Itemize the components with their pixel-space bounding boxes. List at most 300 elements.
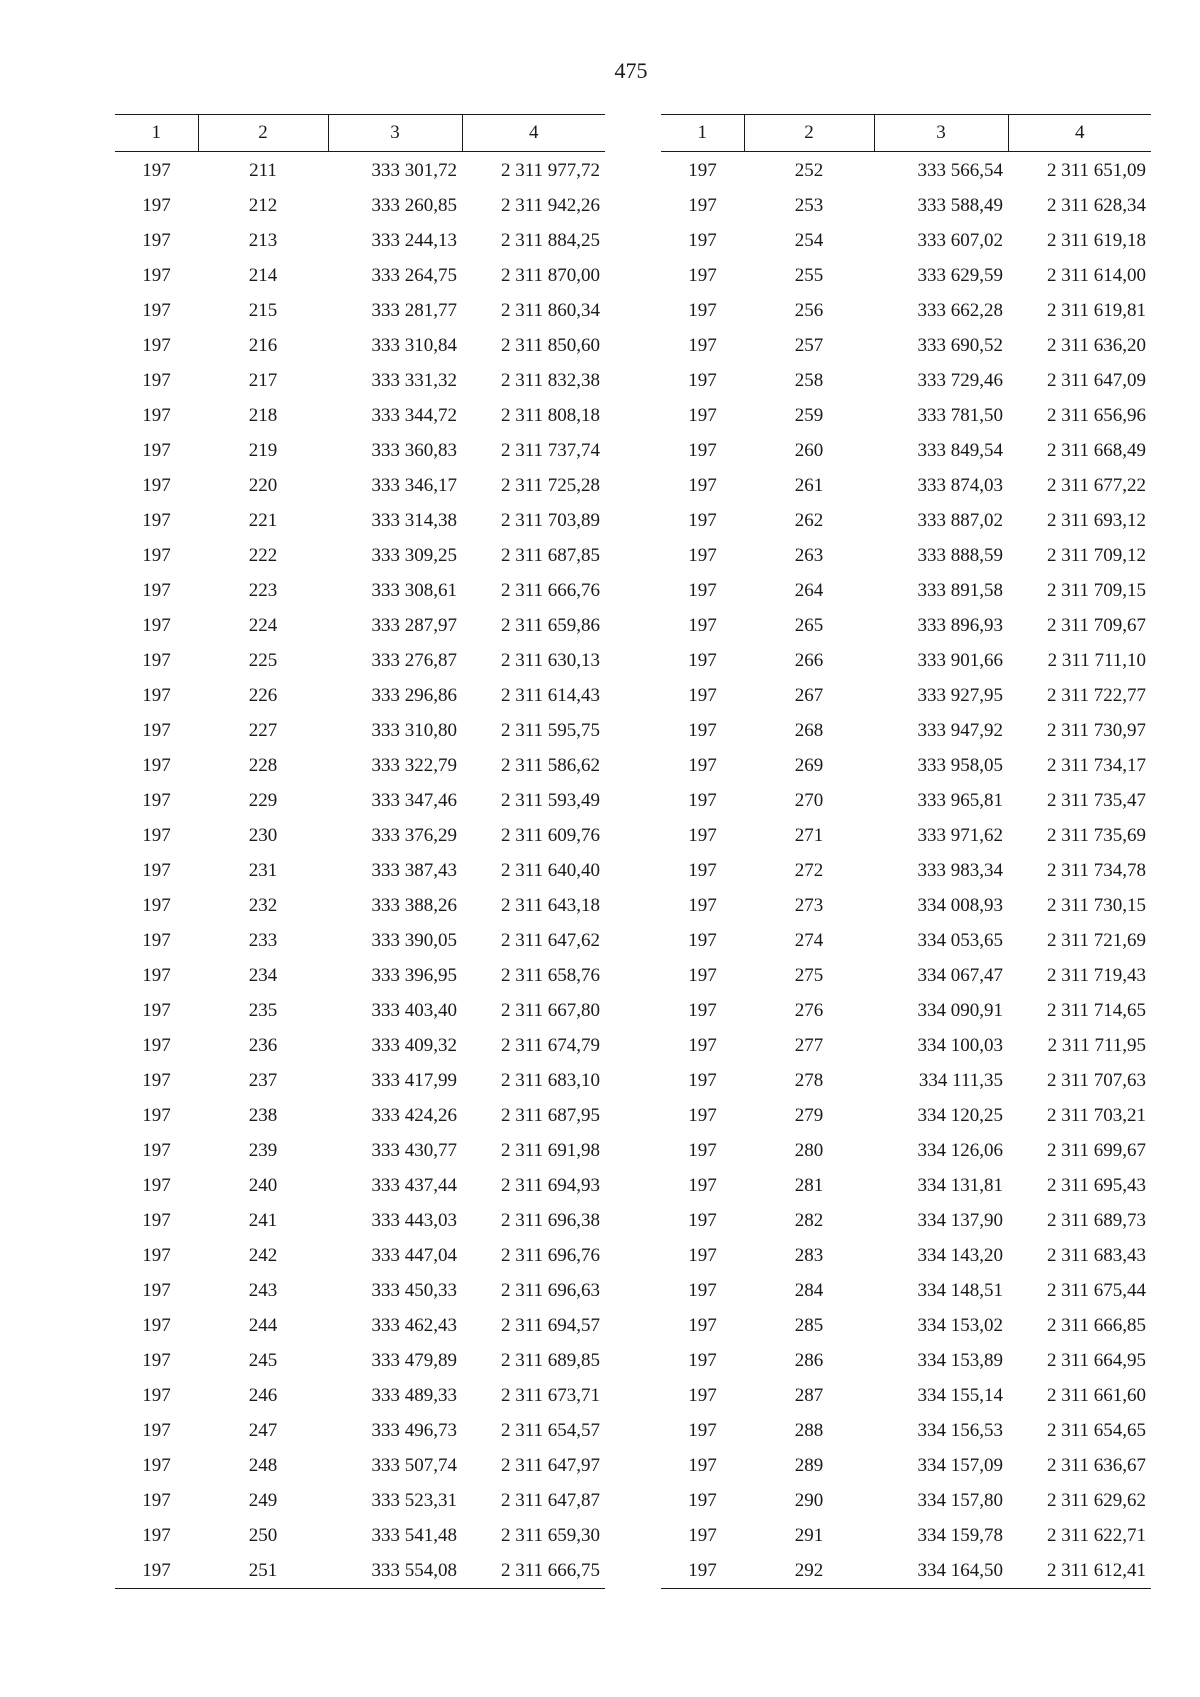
x-coordinate-cell: 333 447,04: [371, 1244, 457, 1266]
zone-cell: 197: [142, 1244, 171, 1266]
x-coordinate-cell: 333 690,52: [917, 334, 1003, 356]
zone-cell: 197: [688, 1244, 717, 1266]
point-number-cell: 213: [248, 229, 278, 251]
zone-cell: 197: [142, 1314, 171, 1336]
y-coordinate-cell: 2 311 661,60: [1046, 1384, 1146, 1406]
x-coordinate-cell: 334 067,47: [917, 964, 1003, 986]
table-row: [661, 1273, 1151, 1308]
point-number-cell: 286: [794, 1349, 824, 1371]
x-coordinate-cell: 333 287,97: [371, 614, 457, 636]
x-coordinate-cell: 333 566,54: [917, 159, 1003, 181]
y-coordinate-cell: 2 311 687,85: [500, 544, 600, 566]
x-coordinate-cell: 333 901,66: [917, 649, 1003, 671]
x-coordinate-cell: 333 309,25: [371, 544, 457, 566]
zone-cell: 197: [661, 1553, 744, 1589]
zone-cell: 197: [688, 649, 717, 671]
x-coordinate-cell: 333 346,17: [371, 474, 457, 496]
point-number-cell: 282: [794, 1209, 824, 1231]
column-header: 4: [462, 115, 605, 152]
x-coordinate-cell: 333 314,38: [371, 509, 457, 531]
table-row: [115, 1448, 605, 1483]
x-coordinate-cell: 333 874,03: [917, 474, 1003, 496]
table-row: [661, 678, 1151, 713]
zone-cell: 197: [688, 474, 717, 496]
zone-cell: 197: [142, 789, 171, 811]
y-coordinate-cell: 2 311 647,09: [1046, 369, 1146, 391]
x-coordinate-cell: 333 296,86: [371, 684, 457, 706]
y-coordinate-cell: 2 311 659,30: [500, 1524, 600, 1546]
column-header: 1: [115, 115, 198, 152]
table-row: [661, 818, 1151, 853]
zone-cell: 197: [688, 719, 717, 741]
table-row: [661, 398, 1151, 433]
zone-cell: 197: [688, 929, 717, 951]
point-number-cell: 280: [794, 1139, 824, 1161]
y-coordinate-cell: 2 311 808,18: [500, 404, 600, 426]
zone-cell: 197: [688, 614, 717, 636]
y-coordinate-cell: 2 311 586,62: [500, 754, 600, 776]
table-row: [661, 853, 1151, 888]
x-coordinate-cell: 333 849,54: [917, 439, 1003, 461]
zone-cell: 197: [115, 1553, 198, 1589]
zone-cell: 197: [142, 194, 171, 216]
point-number-cell: 244: [248, 1314, 278, 1336]
x-coordinate-cell: 333 958,05: [917, 754, 1003, 776]
page-number: 475: [614, 58, 648, 83]
y-coordinate-cell: 2 311 689,85: [500, 1349, 600, 1371]
point-number-cell: 271: [794, 824, 824, 846]
x-coordinate-cell: 333 276,87: [371, 649, 457, 671]
zone-cell: 197: [142, 1524, 171, 1546]
point-number-cell: 223: [248, 579, 278, 601]
zone-cell: 197: [142, 1104, 171, 1126]
y-coordinate-cell: 2 311 707,63: [1046, 1069, 1146, 1091]
table-row: [661, 1518, 1151, 1553]
x-coordinate-cell: 333 983,34: [917, 859, 1003, 881]
point-number-cell: 250: [248, 1524, 278, 1546]
y-coordinate-cell: 2 311 654,65: [1046, 1419, 1146, 1441]
table-row: [115, 958, 605, 993]
point-number-cell: 235: [248, 999, 278, 1021]
table-row: [661, 1308, 1151, 1343]
y-coordinate-cell: 2 311 666,76: [500, 579, 600, 601]
y-coordinate-cell: 2 311 668,49: [1046, 439, 1146, 461]
table-row: [115, 1308, 605, 1343]
table-row: [115, 1553, 605, 1589]
y-coordinate-cell: 2 311 694,57: [500, 1314, 600, 1336]
point-number-cell: 263: [794, 544, 824, 566]
table-row: [115, 853, 605, 888]
table-row: [661, 328, 1151, 363]
x-coordinate-cell: 334 126,06: [917, 1139, 1003, 1161]
x-coordinate-cell: 333 360,83: [371, 439, 457, 461]
y-coordinate-cell: 2 311 666,75: [462, 1553, 605, 1589]
point-number-cell: 241: [248, 1209, 278, 1231]
x-coordinate-cell: 334 053,65: [917, 929, 1003, 951]
x-coordinate-cell: 333 965,81: [917, 789, 1003, 811]
zone-cell: 197: [688, 824, 717, 846]
zone-cell: 197: [688, 964, 717, 986]
y-coordinate-cell: 2 311 687,95: [500, 1104, 600, 1126]
table-row: [115, 363, 605, 398]
table-row: [115, 1133, 605, 1168]
x-coordinate-cell: 333 629,59: [917, 264, 1003, 286]
point-number-cell: 269: [794, 754, 824, 776]
table-row: [115, 1098, 605, 1133]
table-row: [661, 433, 1151, 468]
zone-cell: 197: [142, 509, 171, 531]
x-coordinate-cell: 334 120,25: [917, 1104, 1003, 1126]
zone-cell: 197: [688, 1419, 717, 1441]
zone-cell: 197: [688, 1349, 717, 1371]
point-number-cell: 287: [794, 1384, 824, 1406]
x-coordinate-cell: 333 971,62: [917, 824, 1003, 846]
point-number-cell: 222: [248, 544, 278, 566]
table-row: [661, 188, 1151, 223]
y-coordinate-cell: 2 311 737,74: [500, 439, 600, 461]
point-number-cell: 272: [794, 859, 824, 881]
x-coordinate-cell: 333 244,13: [371, 229, 457, 251]
table-row: [661, 1343, 1151, 1378]
y-coordinate-cell: 2 311 666,85: [1046, 1314, 1146, 1336]
x-coordinate-cell: 333 479,89: [371, 1349, 457, 1371]
zone-cell: 197: [142, 614, 171, 636]
y-coordinate-cell: 2 311 609,76: [500, 824, 600, 846]
table-row: [115, 748, 605, 783]
table-row: [661, 1028, 1151, 1063]
x-coordinate-cell: 333 390,05: [371, 929, 457, 951]
zone-cell: 197: [688, 1314, 717, 1336]
zone-cell: 197: [688, 544, 717, 566]
x-coordinate-cell: 334 131,81: [917, 1174, 1003, 1196]
y-coordinate-cell: 2 311 658,76: [500, 964, 600, 986]
zone-cell: 197: [142, 719, 171, 741]
y-coordinate-cell: 2 311 647,87: [500, 1489, 600, 1511]
table-row: [115, 783, 605, 818]
y-coordinate-cell: 2 311 735,69: [1046, 824, 1146, 846]
zone-cell: 197: [142, 684, 171, 706]
table-row: [661, 783, 1151, 818]
column-header: 3: [328, 115, 462, 152]
x-coordinate-cell: 334 148,51: [917, 1279, 1003, 1301]
x-coordinate-cell: 334 100,03: [917, 1034, 1003, 1056]
x-coordinate-cell: 333 322,79: [371, 754, 457, 776]
y-coordinate-cell: 2 311 612,41: [1008, 1553, 1151, 1589]
y-coordinate-cell: 2 311 675,44: [1046, 1279, 1146, 1301]
point-number-cell: 281: [794, 1174, 824, 1196]
table-row: [661, 1063, 1151, 1098]
zone-cell: 197: [688, 439, 717, 461]
point-number-cell: 252: [794, 159, 824, 181]
zone-cell: 197: [688, 1069, 717, 1091]
y-coordinate-cell: 2 311 667,80: [500, 999, 600, 1021]
point-number-cell: 261: [794, 474, 824, 496]
zone-cell: 197: [142, 1489, 171, 1511]
zone-cell: 197: [142, 754, 171, 776]
x-coordinate-cell: 333 927,95: [917, 684, 1003, 706]
zone-cell: 197: [142, 474, 171, 496]
zone-cell: 197: [688, 754, 717, 776]
x-coordinate-cell: 333 310,80: [371, 719, 457, 741]
table-row: [661, 1483, 1151, 1518]
y-coordinate-cell: 2 311 630,13: [500, 649, 600, 671]
table-row: [661, 223, 1151, 258]
zone-cell: 197: [688, 1174, 717, 1196]
y-coordinate-cell: 2 311 942,26: [500, 194, 600, 216]
x-coordinate-cell: 333 264,75: [371, 264, 457, 286]
y-coordinate-cell: 2 311 711,95: [1047, 1034, 1146, 1056]
y-coordinate-cell: 2 311 683,10: [500, 1069, 600, 1091]
table-row: [661, 888, 1151, 923]
y-coordinate-cell: 2 311 643,18: [500, 894, 600, 916]
point-number-cell: 248: [248, 1454, 278, 1476]
point-number-cell: 262: [794, 509, 824, 531]
x-coordinate-cell: 334 164,50: [874, 1553, 1008, 1589]
x-coordinate-cell: 333 388,26: [371, 894, 457, 916]
point-number-cell: 221: [248, 509, 278, 531]
point-number-cell: 288: [794, 1419, 824, 1441]
y-coordinate-cell: 2 311 703,21: [1046, 1104, 1146, 1126]
y-coordinate-cell: 2 311 693,12: [1046, 509, 1146, 531]
point-number-cell: 249: [248, 1489, 278, 1511]
zone-cell: 197: [688, 1104, 717, 1126]
x-coordinate-cell: 333 344,72: [371, 404, 457, 426]
x-coordinate-cell: 333 443,03: [371, 1209, 457, 1231]
point-number-cell: 230: [248, 824, 278, 846]
y-coordinate-cell: 2 311 677,22: [1046, 474, 1146, 496]
y-coordinate-cell: 2 311 696,63: [500, 1279, 600, 1301]
x-coordinate-cell: 333 308,61: [371, 579, 457, 601]
zone-cell: 197: [688, 894, 717, 916]
table-row: [661, 1168, 1151, 1203]
x-coordinate-cell: 334 159,78: [917, 1524, 1003, 1546]
table-row: [115, 608, 605, 643]
x-coordinate-cell: 334 137,90: [917, 1209, 1003, 1231]
point-number-cell: 278: [794, 1069, 824, 1091]
table-row: [115, 1343, 605, 1378]
x-coordinate-cell: 333 396,95: [371, 964, 457, 986]
point-number-cell: 226: [248, 684, 278, 706]
zone-cell: 197: [142, 1454, 171, 1476]
table-row: [661, 538, 1151, 573]
point-number-cell: 237: [248, 1069, 278, 1091]
y-coordinate-cell: 2 311 673,71: [500, 1384, 600, 1406]
y-coordinate-cell: 2 311 674,79: [500, 1034, 600, 1056]
point-number-cell: 247: [248, 1419, 278, 1441]
zone-cell: 197: [688, 999, 717, 1021]
point-number-cell: 220: [248, 474, 278, 496]
zone-cell: 197: [142, 334, 171, 356]
zone-cell: 197: [142, 1279, 171, 1301]
y-coordinate-cell: 2 311 730,15: [1046, 894, 1146, 916]
y-coordinate-cell: 2 311 709,15: [1046, 579, 1146, 601]
table-row: [661, 468, 1151, 503]
x-coordinate-cell: 334 157,09: [917, 1454, 1003, 1476]
y-coordinate-cell: 2 311 636,20: [1046, 334, 1146, 356]
zone-cell: 197: [142, 999, 171, 1021]
point-number-cell: 243: [248, 1279, 278, 1301]
y-coordinate-cell: 2 311 664,95: [1046, 1349, 1146, 1371]
x-coordinate-cell: 334 153,02: [917, 1314, 1003, 1336]
table-row: [115, 888, 605, 923]
zone-cell: 197: [142, 229, 171, 251]
zone-cell: 197: [142, 264, 171, 286]
zone-cell: 197: [688, 1524, 717, 1546]
x-coordinate-cell: 333 403,40: [371, 999, 457, 1021]
zone-cell: 197: [142, 1069, 171, 1091]
x-coordinate-cell: 333 430,77: [371, 1139, 457, 1161]
table-row: [115, 398, 605, 433]
y-coordinate-cell: 2 311 595,75: [500, 719, 600, 741]
table-row: [661, 748, 1151, 783]
point-number-cell: 228: [248, 754, 278, 776]
zone-cell: 197: [142, 824, 171, 846]
y-coordinate-cell: 2 311 694,93: [500, 1174, 600, 1196]
y-coordinate-cell: 2 311 622,71: [1046, 1524, 1146, 1546]
column-header: 1: [661, 115, 744, 152]
x-coordinate-cell: 334 156,53: [917, 1419, 1003, 1441]
x-coordinate-cell: 333 301,72: [371, 159, 457, 181]
x-coordinate-cell: 334 155,14: [917, 1384, 1003, 1406]
point-number-cell: 231: [248, 859, 278, 881]
zone-cell: 197: [688, 264, 717, 286]
table-row: [661, 1378, 1151, 1413]
point-number-cell: 291: [794, 1524, 824, 1546]
point-number-cell: 217: [248, 369, 278, 391]
point-number-cell: 284: [794, 1279, 824, 1301]
point-number-cell: 251: [198, 1553, 328, 1589]
table-row: [115, 678, 605, 713]
point-number-cell: 240: [248, 1174, 278, 1196]
point-number-cell: 270: [794, 789, 824, 811]
zone-cell: 197: [142, 404, 171, 426]
x-coordinate-cell: 333 607,02: [917, 229, 1003, 251]
y-coordinate-cell: 2 311 696,76: [500, 1244, 600, 1266]
y-coordinate-cell: 2 311 647,97: [500, 1454, 600, 1476]
point-number-cell: 259: [794, 404, 824, 426]
column-header: 4: [1008, 115, 1151, 152]
zone-cell: 197: [142, 894, 171, 916]
zone-cell: 197: [688, 229, 717, 251]
zone-cell: 197: [142, 1209, 171, 1231]
point-number-cell: 292: [744, 1553, 874, 1589]
point-number-cell: 212: [248, 194, 278, 216]
table-row: [115, 223, 605, 258]
y-coordinate-cell: 2 311 619,18: [1046, 229, 1146, 251]
point-number-cell: 229: [248, 789, 278, 811]
x-coordinate-cell: 333 896,93: [917, 614, 1003, 636]
table-row: [661, 363, 1151, 398]
x-coordinate-cell: 333 554,08: [328, 1553, 462, 1589]
point-number-cell: 211: [249, 159, 277, 181]
x-coordinate-cell: 333 387,43: [371, 859, 457, 881]
zone-cell: 197: [688, 1454, 717, 1476]
y-coordinate-cell: 2 311 689,73: [1046, 1209, 1146, 1231]
x-coordinate-cell: 333 523,31: [371, 1489, 457, 1511]
table-row: [115, 1273, 605, 1308]
zone-cell: 197: [142, 544, 171, 566]
x-coordinate-cell: 333 891,58: [917, 579, 1003, 601]
y-coordinate-cell: 2 311 850,60: [500, 334, 600, 356]
zone-cell: 197: [142, 649, 171, 671]
point-number-cell: 216: [248, 334, 278, 356]
y-coordinate-cell: 2 311 656,96: [1046, 404, 1146, 426]
y-coordinate-cell: 2 311 654,57: [500, 1419, 600, 1441]
zone-cell: 197: [142, 1384, 171, 1406]
point-number-cell: 233: [248, 929, 278, 951]
point-number-cell: 268: [794, 719, 824, 741]
y-coordinate-cell: 2 311 699,67: [1046, 1139, 1146, 1161]
x-coordinate-cell: 333 729,46: [917, 369, 1003, 391]
table-row: [115, 468, 605, 503]
table-row: [115, 573, 605, 608]
y-coordinate-cell: 2 311 636,67: [1046, 1454, 1146, 1476]
point-number-cell: 277: [794, 1034, 824, 1056]
y-coordinate-cell: 2 311 628,34: [1046, 194, 1146, 216]
y-coordinate-cell: 2 311 629,62: [1046, 1489, 1146, 1511]
x-coordinate-cell: 333 489,33: [371, 1384, 457, 1406]
table-row: [115, 818, 605, 853]
x-coordinate-cell: 333 662,28: [917, 299, 1003, 321]
table-row: [115, 643, 605, 678]
table-row: [661, 608, 1151, 643]
table-row: [115, 258, 605, 293]
point-number-cell: 232: [248, 894, 278, 916]
x-coordinate-cell: 333 496,73: [371, 1419, 457, 1441]
zone-cell: 197: [142, 369, 171, 391]
point-number-cell: 265: [794, 614, 824, 636]
y-coordinate-cell: 2 311 722,77: [1046, 684, 1146, 706]
x-coordinate-cell: 333 409,32: [371, 1034, 457, 1056]
y-coordinate-cell: 2 311 593,49: [500, 789, 600, 811]
table-row: [661, 958, 1151, 993]
table-row: [115, 1203, 605, 1238]
y-coordinate-cell: 2 311 695,43: [1046, 1174, 1146, 1196]
x-coordinate-cell: 333 310,84: [371, 334, 457, 356]
x-coordinate-cell: 333 331,32: [371, 369, 457, 391]
zone-cell: 197: [142, 1419, 171, 1441]
table-row: [661, 258, 1151, 293]
y-coordinate-cell: 2 311 709,12: [1046, 544, 1146, 566]
zone-cell: 197: [142, 439, 171, 461]
table-row: [115, 713, 605, 748]
zone-cell: 197: [688, 404, 717, 426]
y-coordinate-cell: 2 311 735,47: [1046, 789, 1146, 811]
table-row: [115, 1518, 605, 1553]
table-row: [115, 152, 605, 189]
zone-cell: 197: [142, 859, 171, 881]
zone-cell: 197: [688, 789, 717, 811]
y-coordinate-cell: 2 311 703,89: [500, 509, 600, 531]
y-coordinate-cell: 2 311 659,86: [500, 614, 600, 636]
x-coordinate-cell: 333 281,77: [371, 299, 457, 321]
y-coordinate-cell: 2 311 711,10: [1047, 649, 1146, 671]
x-coordinate-cell: 333 947,92: [917, 719, 1003, 741]
point-number-cell: 264: [794, 579, 824, 601]
zone-cell: 197: [142, 579, 171, 601]
point-number-cell: 227: [248, 719, 278, 741]
zone-cell: 197: [688, 1034, 717, 1056]
x-coordinate-cell: 333 507,74: [371, 1454, 457, 1476]
x-coordinate-cell: 334 157,80: [917, 1489, 1003, 1511]
point-number-cell: 224: [248, 614, 278, 636]
y-coordinate-cell: 2 311 860,34: [500, 299, 600, 321]
y-coordinate-cell: 2 311 619,81: [1046, 299, 1146, 321]
point-number-cell: 266: [794, 649, 824, 671]
table-row: [661, 713, 1151, 748]
y-coordinate-cell: 2 311 734,78: [1046, 859, 1146, 881]
y-coordinate-cell: 2 311 977,72: [500, 159, 600, 181]
